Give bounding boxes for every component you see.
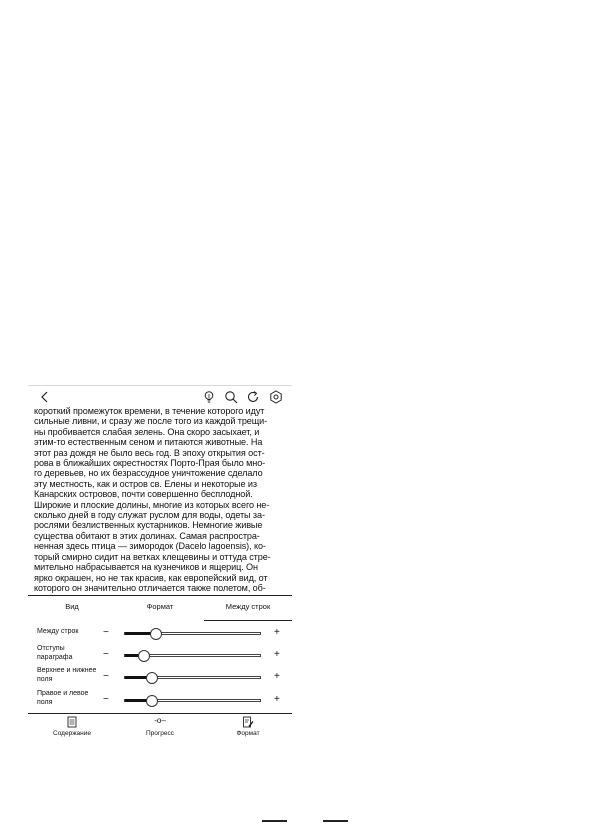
bulb-icon[interactable]	[202, 390, 216, 404]
gear-icon[interactable]	[269, 390, 283, 404]
text-line: сколько дней в году служат руслом для воды, одеты за-	[34, 510, 265, 521]
text-line: которого он значительно отличается также полетом, об-	[34, 582, 266, 593]
format-icon	[242, 715, 254, 727]
refresh-icon[interactable]	[246, 390, 260, 404]
slider-track[interactable]	[124, 654, 261, 657]
setting-row-vertical-margins	[28, 668, 292, 688]
document-icon	[66, 715, 78, 727]
slider-track[interactable]	[124, 676, 261, 679]
decrease-button[interactable]: −	[103, 671, 109, 682]
back-icon[interactable]	[38, 390, 52, 404]
page-indicator-mark	[323, 820, 348, 822]
text-line: короткий промежуток времени, в течение которого идут	[34, 406, 265, 416]
setting-label: Правое и левое поля	[37, 690, 89, 706]
text-line: существа обитают в этих долинах. Самая распростра-	[34, 530, 260, 541]
search-icon[interactable]	[224, 390, 238, 404]
setting-label: Между строк	[37, 628, 79, 635]
settings-tabs	[28, 596, 292, 620]
bottom-nav	[28, 715, 292, 745]
settings-panel	[28, 595, 292, 714]
text-line: рослями безлиственных кустарников. Немногие живые	[34, 520, 263, 531]
text-line: ненная здесь птица — зимородок (Dacelo lagoensis), ко-	[34, 541, 266, 552]
text-line: торый смирно сидит на ветках клещевины и оттуда стре-	[34, 551, 271, 562]
text-line: рова в ближайших окрестностях Порто-Прая было мно-	[34, 458, 266, 469]
text-line: сильные ливни, и сразу же после того из каждой трещи-	[34, 416, 268, 427]
increase-button[interactable]: +	[274, 649, 280, 660]
decrease-button[interactable]: −	[103, 649, 109, 660]
reader-screen	[28, 385, 292, 746]
progress-icon: -o–	[154, 716, 166, 725]
page-indicator-mark	[262, 820, 287, 822]
divider	[28, 713, 292, 714]
nav-format[interactable]	[204, 715, 292, 737]
nav-label: Формат	[236, 730, 260, 737]
tab-line-spacing[interactable]: Между строк	[204, 596, 292, 621]
slider-track[interactable]	[124, 632, 261, 635]
text-line: Широкие и плоские долины, многие из которых всего не-	[34, 499, 270, 510]
setting-row-line-spacing	[28, 624, 292, 644]
nav-progress[interactable]	[116, 715, 204, 737]
tab-view[interactable]: Вид	[65, 602, 79, 611]
setting-label: Верхнее и нижнее поля	[37, 667, 97, 683]
decrease-button[interactable]: −	[103, 694, 109, 705]
text-line: этим-то естественным сеном и питаются животные. На	[34, 437, 263, 448]
slider-track[interactable]	[124, 699, 261, 702]
slider-handle[interactable]	[138, 650, 150, 662]
book-text	[34, 406, 290, 600]
nav-label: Содержание	[53, 730, 91, 737]
text-line: этот раз дождя не было весь год. В эпоху открытия ост-	[34, 447, 265, 458]
setting-label: Отступы параграфа	[37, 645, 73, 661]
slider-handle[interactable]	[146, 672, 158, 684]
text-line: го деревьев, но их безрассудное уничтожение сделало	[34, 468, 263, 479]
text-line: ны пробивается слабая зелень. Она скоро засыхает, и	[34, 426, 260, 437]
setting-row-horizontal-margins	[28, 691, 292, 711]
slider-handle[interactable]	[150, 628, 162, 640]
nav-label: Прогресс	[145, 730, 174, 737]
increase-button[interactable]: +	[274, 694, 280, 705]
slider-handle[interactable]	[146, 695, 158, 707]
tab-format[interactable]: Формат	[146, 602, 174, 611]
text-line: ярко окрашен, но не так красив, как европейский вид, от	[34, 572, 268, 583]
text-line: мительно набрасывается на кузнечиков и ящериц. Он	[34, 562, 258, 573]
increase-button[interactable]: +	[274, 627, 280, 638]
nav-contents[interactable]	[28, 715, 116, 737]
top-toolbar	[28, 385, 292, 408]
text-line: Канарских островов, почти совершенно бесплодной.	[34, 489, 253, 500]
setting-row-paragraph-indent	[28, 646, 292, 666]
text-line: эту местность, как и остров св. Елены и некоторые из	[34, 478, 257, 489]
decrease-button[interactable]: −	[103, 627, 109, 638]
increase-button[interactable]: +	[274, 671, 280, 682]
